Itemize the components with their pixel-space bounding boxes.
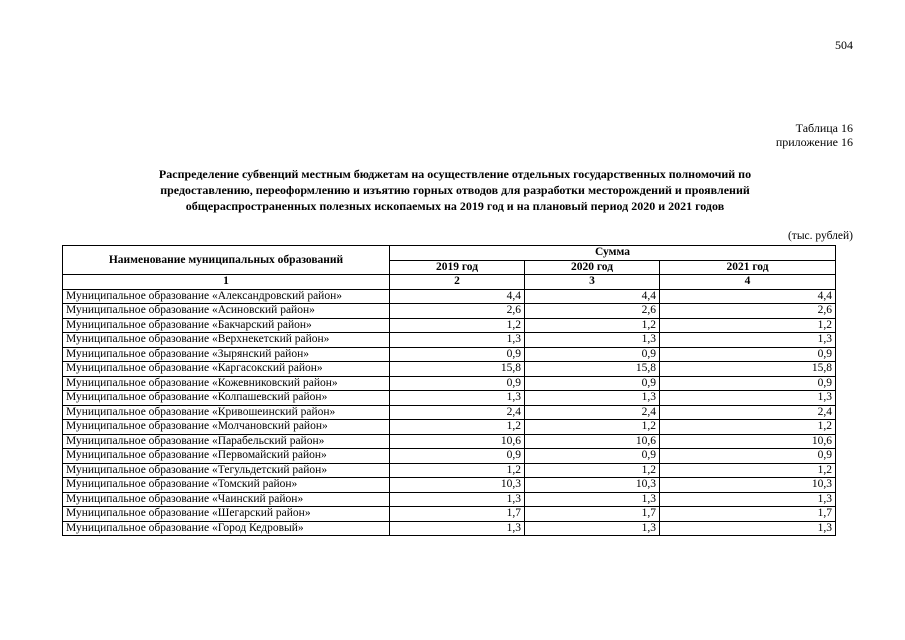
value-2021-cell: 2,4 bbox=[660, 405, 836, 420]
table-row bbox=[63, 478, 836, 493]
value-2020-cell: 10,6 bbox=[525, 434, 660, 449]
document-title-line2: предоставлению, переоформлению и изъятию горных отводов для разработки месторождений и проявлений bbox=[160, 183, 750, 197]
page-number: 504 bbox=[835, 38, 853, 52]
value-2021-cell: 10,6 bbox=[660, 434, 836, 449]
table-row bbox=[63, 420, 836, 435]
table-row bbox=[63, 318, 836, 333]
table-row bbox=[63, 347, 836, 362]
header-municipality-name: Наименование муниципальных образований bbox=[63, 246, 390, 275]
value-2019-cell: 1,2 bbox=[390, 420, 525, 435]
value-2020-cell: 1,7 bbox=[525, 507, 660, 522]
table-row bbox=[63, 391, 836, 406]
table-row bbox=[63, 362, 836, 377]
subvention-table bbox=[62, 245, 836, 536]
value-2020-cell: 2,6 bbox=[525, 304, 660, 319]
value-2020-cell: 4,4 bbox=[525, 289, 660, 304]
header-year-2019: 2019 год bbox=[390, 260, 525, 275]
value-2021-cell: 1,2 bbox=[660, 463, 836, 478]
municipality-name-cell: Муниципальное образование «Верхнекетский район» bbox=[63, 333, 390, 348]
table-row bbox=[63, 333, 836, 348]
value-2021-cell: 2,6 bbox=[660, 304, 836, 319]
value-2020-cell: 1,2 bbox=[525, 420, 660, 435]
value-2020-cell: 0,9 bbox=[525, 449, 660, 464]
municipality-name-cell: Муниципальное образование «Тегульдетский район» bbox=[63, 463, 390, 478]
municipality-name-cell: Муниципальное образование «Каргасокский район» bbox=[63, 362, 390, 377]
document-title-line3: общераспространенных полезных ископаемых на 2019 год и на плановый период 2020 и 2021 годов bbox=[185, 199, 725, 213]
value-2019-cell: 1,7 bbox=[390, 507, 525, 522]
value-2021-cell: 1,3 bbox=[660, 521, 836, 536]
value-2020-cell: 0,9 bbox=[525, 376, 660, 391]
table-row bbox=[63, 434, 836, 449]
value-2019-cell: 1,3 bbox=[390, 521, 525, 536]
column-number-4: 4 bbox=[660, 275, 836, 290]
value-2020-cell: 1,3 bbox=[525, 492, 660, 507]
value-2021-cell: 4,4 bbox=[660, 289, 836, 304]
value-2021-cell: 1,3 bbox=[660, 391, 836, 406]
units-label: (тыс. рублей) bbox=[787, 230, 853, 242]
value-2020-cell: 15,8 bbox=[525, 362, 660, 377]
municipality-name-cell: Муниципальное образование «Парабельский район» bbox=[63, 434, 390, 449]
column-number-2: 2 bbox=[390, 275, 525, 290]
value-2020-cell: 1,3 bbox=[525, 333, 660, 348]
value-2021-cell: 0,9 bbox=[660, 449, 836, 464]
municipality-name-cell: Муниципальное образование «Асиновский район» bbox=[63, 304, 390, 319]
table-row bbox=[63, 449, 836, 464]
municipality-name-cell: Муниципальное образование «Томский район» bbox=[63, 478, 390, 493]
value-2021-cell: 1,2 bbox=[660, 420, 836, 435]
header-sum: Сумма bbox=[390, 246, 836, 261]
value-2020-cell: 1,2 bbox=[525, 463, 660, 478]
table-row bbox=[63, 492, 836, 507]
municipality-name-cell: Муниципальное образование «Город Кедровый» bbox=[63, 521, 390, 536]
value-2021-cell: 1,2 bbox=[660, 318, 836, 333]
municipality-name-cell: Муниципальное образование «Первомайский район» bbox=[63, 449, 390, 464]
value-2019-cell: 4,4 bbox=[390, 289, 525, 304]
value-2019-cell: 1,3 bbox=[390, 391, 525, 406]
value-2021-cell: 10,3 bbox=[660, 478, 836, 493]
value-2021-cell: 1,7 bbox=[660, 507, 836, 522]
municipality-name-cell: Муниципальное образование «Бакчарский район» bbox=[63, 318, 390, 333]
document-title bbox=[95, 166, 815, 214]
value-2019-cell: 0,9 bbox=[390, 347, 525, 362]
municipality-name-cell: Муниципальное образование «Кривошеинский район» bbox=[63, 405, 390, 420]
municipality-name-cell: Муниципальное образование «Колпашевский район» bbox=[63, 391, 390, 406]
table-row bbox=[63, 376, 836, 391]
municipality-name-cell: Муниципальное образование «Александровский район» bbox=[63, 289, 390, 304]
value-2020-cell: 10,3 bbox=[525, 478, 660, 493]
value-2021-cell: 0,9 bbox=[660, 376, 836, 391]
header-year-2020: 2020 год bbox=[525, 260, 660, 275]
value-2021-cell: 1,3 bbox=[660, 333, 836, 348]
table-row bbox=[63, 289, 836, 304]
value-2019-cell: 0,9 bbox=[390, 376, 525, 391]
value-2021-cell: 15,8 bbox=[660, 362, 836, 377]
municipality-name-cell: Муниципальное образование «Чаинский район» bbox=[63, 492, 390, 507]
table-row bbox=[63, 405, 836, 420]
value-2019-cell: 2,4 bbox=[390, 405, 525, 420]
value-2019-cell: 0,9 bbox=[390, 449, 525, 464]
municipality-name-cell: Муниципальное образование «Зырянский район» bbox=[63, 347, 390, 362]
document-title-line1: Распределение субвенций местным бюджетам на осуществление отдельных государственных полномочий по bbox=[158, 167, 752, 181]
municipality-name-cell: Муниципальное образование «Шегарский район» bbox=[63, 507, 390, 522]
table-row bbox=[63, 507, 836, 522]
table-reference bbox=[776, 121, 853, 149]
value-2019-cell: 1,2 bbox=[390, 463, 525, 478]
value-2021-cell: 1,3 bbox=[660, 492, 836, 507]
municipality-name-cell: Муниципальное образование «Кожевниковский район» bbox=[63, 376, 390, 391]
value-2019-cell: 10,6 bbox=[390, 434, 525, 449]
value-2020-cell: 1,2 bbox=[525, 318, 660, 333]
value-2020-cell: 1,3 bbox=[525, 391, 660, 406]
value-2020-cell: 1,3 bbox=[525, 521, 660, 536]
value-2021-cell: 0,9 bbox=[660, 347, 836, 362]
municipality-name-cell: Муниципальное образование «Молчановский район» bbox=[63, 420, 390, 435]
table-row bbox=[63, 521, 836, 536]
value-2019-cell: 15,8 bbox=[390, 362, 525, 377]
value-2019-cell: 1,3 bbox=[390, 333, 525, 348]
table-reference-line2: приложение 16 bbox=[775, 135, 853, 149]
table-reference-line1: Таблица 16 bbox=[795, 121, 853, 135]
value-2019-cell: 1,3 bbox=[390, 492, 525, 507]
column-number-1: 1 bbox=[63, 275, 390, 290]
value-2019-cell: 1,2 bbox=[390, 318, 525, 333]
value-2019-cell: 10,3 bbox=[390, 478, 525, 493]
table-body bbox=[63, 289, 836, 536]
table-row bbox=[63, 304, 836, 319]
value-2020-cell: 2,4 bbox=[525, 405, 660, 420]
value-2020-cell: 0,9 bbox=[525, 347, 660, 362]
header-year-2021: 2021 год bbox=[660, 260, 836, 275]
column-number-3: 3 bbox=[525, 275, 660, 290]
table-row bbox=[63, 463, 836, 478]
value-2019-cell: 2,6 bbox=[390, 304, 525, 319]
